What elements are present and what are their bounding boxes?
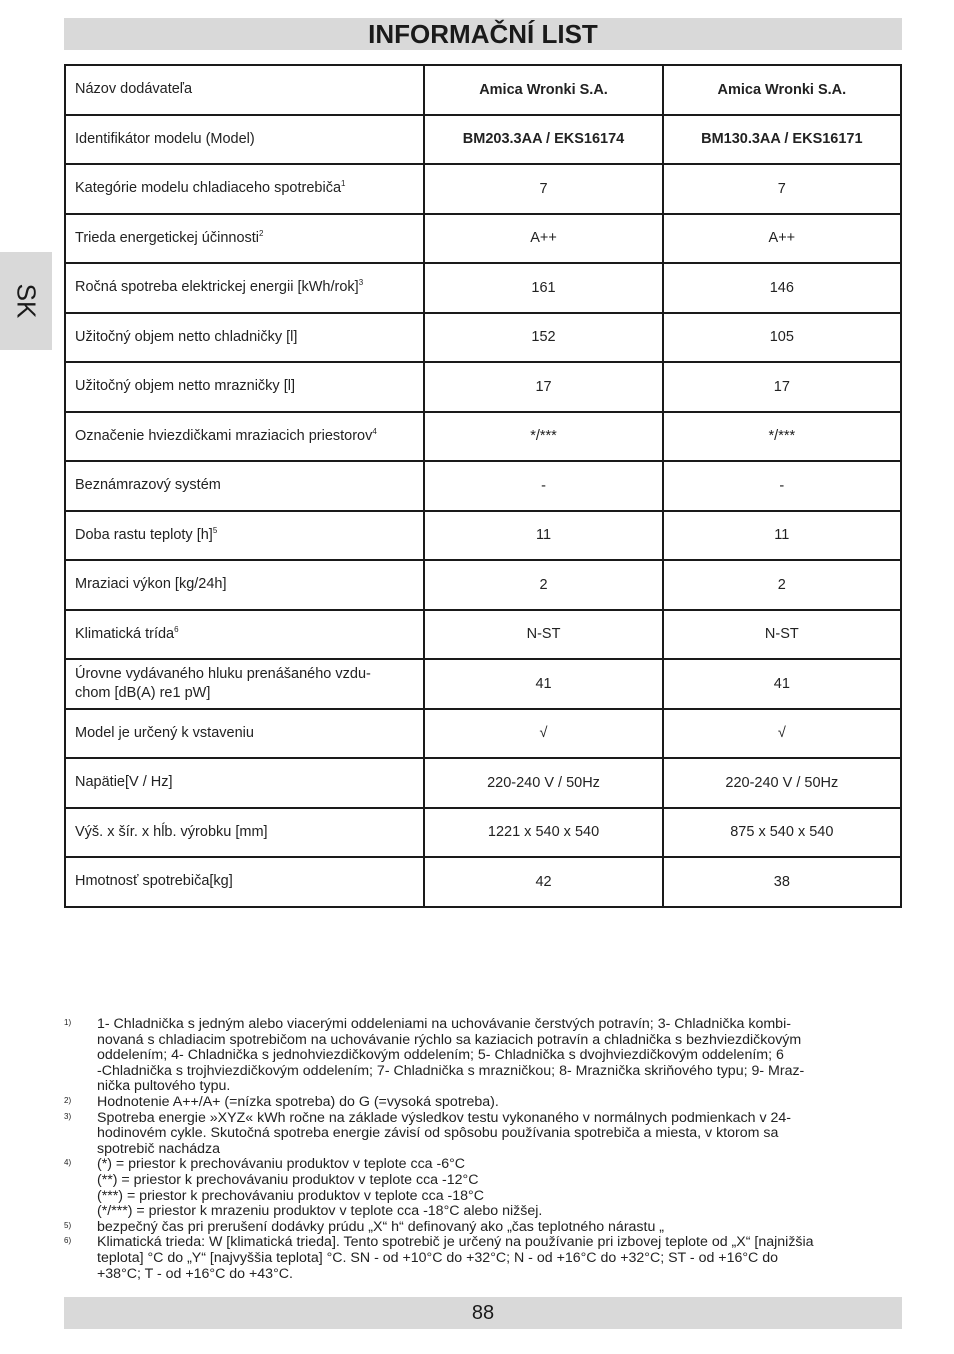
table-row (65, 560, 901, 610)
footnote-ref: 4 (372, 426, 377, 436)
footnote-line: nička pultového typu. (97, 1078, 231, 1095)
table-row (65, 461, 901, 511)
footnote-line: hodinovém cykle. Skutočná spotreba energie závisí od spôsobu používania spotrebiča a miesta, v ktorom sa (97, 1125, 779, 1142)
table-row (65, 214, 901, 264)
table-row (65, 313, 901, 363)
page-footer (64, 1297, 902, 1329)
row-value-model-2: BM130.3AA / EKS16171 (663, 115, 901, 165)
row-label-text: Názov dodávateľa (75, 81, 193, 98)
row-label (65, 115, 424, 165)
footnote-ref: 2 (259, 228, 264, 238)
footnote-line: +38°C; T - od +16°C do +43°C. (97, 1265, 293, 1282)
language-tab (0, 252, 52, 350)
row-label (65, 857, 424, 907)
footnote-line: bezpečný čas pri prerušení dodávky prúdu „X“ h“ definovaný ako „čas teplotného nárastu „ (97, 1218, 665, 1235)
footnote (64, 1235, 902, 1282)
row-label (65, 560, 424, 610)
row-label (65, 362, 424, 412)
row-label-text: Ročná spotreba elektrickej energii [kWh/rok] (75, 279, 359, 296)
footnote-line: 1- Chladnička s jedným alebo viacerými oddeleniami na uchovávanie čerstvých potravín; 3- Chladnička kombi- (97, 1016, 791, 1032)
footnote-number: 6) (64, 1236, 72, 1246)
row-label-text: Výš. x šír. x hĺb. výrobku [mm] (75, 823, 268, 840)
row-value-model-1: Amica Wronki S.A. (424, 65, 662, 115)
row-label-text: Úrovne vydávaného hluku prenášaného vzdu- chom [dB(A) re1 pW] (75, 665, 371, 701)
row-value-model-1: 152 (424, 313, 662, 363)
row-label (65, 461, 424, 511)
row-value-model-2: 11 (663, 511, 901, 561)
row-label-text: Beznámrazový systém (75, 477, 221, 494)
row-value-model-1: BM203.3AA / EKS16174 (424, 115, 662, 165)
row-label (65, 412, 424, 462)
row-value-model-2: - (663, 461, 901, 511)
footnote-line: (**) = priestor k prechovávaniu produktov v teplote cca -12°C (97, 1171, 479, 1188)
row-label (65, 164, 424, 214)
row-value-model-2: 41 (663, 659, 901, 709)
row-value-model-2: 7 (663, 164, 901, 214)
footnote-number: 1) (64, 1018, 72, 1027)
row-label (65, 659, 424, 709)
footnote-line: Klimatická trieda: W [klimatická trieda]. Tento spotrebič je určený na používanie pri izbovej teplote od „X“ [najnižšia (97, 1234, 814, 1251)
row-label-text: Klimatická trída (75, 625, 175, 642)
row-value-model-1: 161 (424, 263, 662, 313)
footnote-line: (***) = priestor k prechovávaniu produktov v teplote cca -18°C (97, 1187, 484, 1204)
row-value-model-1: N-ST (424, 610, 662, 660)
row-label-text: Model je určený k vstaveniu (75, 724, 254, 741)
row-value-model-2: 220-240 V / 50Hz (663, 758, 901, 808)
row-value-model-1: - (424, 461, 662, 511)
row-value-model-2: 17 (663, 362, 901, 412)
table-row (65, 758, 901, 808)
footnote (64, 1017, 902, 1095)
row-value-model-2: A++ (663, 214, 901, 264)
row-value-model-2: 38 (663, 857, 901, 907)
row-label (65, 808, 424, 858)
table-row (65, 362, 901, 412)
table-row (65, 709, 901, 759)
title-bar (64, 18, 902, 50)
row-value-model-1: √ (424, 709, 662, 759)
footnote-number: 3) (64, 1111, 72, 1121)
row-label (65, 214, 424, 264)
row-value-model-1: 41 (424, 659, 662, 709)
row-label-text: Hmotnosť spotrebiča[kg] (75, 873, 233, 890)
table-row (65, 511, 901, 561)
table-row (65, 610, 901, 660)
row-label-text: Trieda energetickej účinnosti (75, 229, 260, 246)
row-value-model-1: */*** (424, 412, 662, 462)
language-tab-label: SK (11, 283, 42, 319)
footnote-line: spotrebič nachádza (97, 1140, 221, 1157)
footnote-line: (*) = priestor k prechovávaniu produktov v teplote cca -6°C (97, 1156, 466, 1173)
row-value-model-2: Amica Wronki S.A. (663, 65, 901, 115)
row-label-text: Kategórie modelu chladiaceho spotrebiča (75, 180, 342, 197)
row-value-model-1: 42 (424, 857, 662, 907)
row-label (65, 709, 424, 759)
footnote-ref: 3 (358, 278, 364, 288)
table-row (65, 857, 901, 907)
footnote-ref: 1 (341, 179, 346, 189)
footnote-line: -Chladnička s trojhviezdičkovým oddelením; 7- Chladnička s mrazničkou; 8- Mraznička skriňového typu; 9- Mraz- (97, 1062, 805, 1079)
footnote-line: oddelením; 4- Chladnička s jednohviezdičkovým oddelením; 5- Chladnička s dvojhviezdičkovým oddelením; 6 (97, 1047, 784, 1064)
footnote-number: 5) (64, 1220, 72, 1230)
row-label (65, 758, 424, 808)
row-value-model-2: 2 (663, 560, 901, 610)
row-value-model-1: 220-240 V / 50Hz (424, 758, 662, 808)
row-value-model-2: N-ST (663, 610, 901, 660)
footnote-number: 2) (64, 1095, 72, 1105)
table-row (65, 412, 901, 462)
row-label-text: Užitočný objem netto mrazničky [l] (75, 378, 295, 395)
row-value-model-2: √ (663, 709, 901, 759)
row-value-model-1: 7 (424, 164, 662, 214)
information-table (64, 64, 902, 908)
footnote-line: Spotreba energie »XYZ« kWh ročne na základe výsledkov testu vykonaného v normálnych podmienkach v 24- (97, 1109, 791, 1126)
row-label (65, 263, 424, 313)
footnote-line: (*/***) = priestor k mrazeniu produktov v teplote cca -18°C alebo nižšej. (97, 1203, 543, 1220)
footnotes (64, 1017, 902, 1282)
row-value-model-2: 146 (663, 263, 901, 313)
page-title: INFORMAČNÍ LIST (368, 19, 598, 49)
row-value-model-1: 1221 x 540 x 540 (424, 808, 662, 858)
row-value-model-1: 11 (424, 511, 662, 561)
row-label-text: Mraziaci výkon [kg/24h] (75, 576, 227, 593)
page-number: 88 (471, 1302, 495, 1324)
row-value-model-2: */*** (663, 412, 901, 462)
row-label-text: Napätie[V / Hz] (75, 774, 173, 791)
footnote-ref: 5 (212, 525, 218, 535)
row-label (65, 313, 424, 363)
row-value-model-1: 17 (424, 362, 662, 412)
row-label-text: Užitočný objem netto chladničky [l] (75, 328, 298, 345)
footnote-number: 4) (64, 1158, 72, 1168)
footnote-line: Hodnotenie A++/A+ (=nízka spotreba) do G (=vysoká spotreba). (97, 1093, 499, 1110)
row-label-text: Označenie hviezdičkami mraziacich priestorov (75, 427, 373, 444)
table-row (65, 659, 901, 709)
footnote (64, 1157, 902, 1219)
row-value-model-1: 2 (424, 560, 662, 610)
footnote (64, 1220, 902, 1236)
table-row (65, 263, 901, 313)
row-label (65, 610, 424, 660)
table-row (65, 808, 901, 858)
row-label-text: Doba rastu teploty [h] (75, 526, 213, 543)
table-row (65, 115, 901, 165)
row-label (65, 65, 424, 115)
footnote-line: teplota] °C do „Y“ [najvyššia teplota] °C. SN - od +10°C do +32°C; N - od +16°C do +32°C; ST - od +16°C do (97, 1249, 778, 1266)
table-row (65, 164, 901, 214)
row-label (65, 511, 424, 561)
footnote (64, 1095, 902, 1111)
row-value-model-1: A++ (424, 214, 662, 264)
footnote-ref: 6 (174, 624, 179, 634)
table-row (65, 65, 901, 115)
footnote (64, 1111, 902, 1158)
footnote-line: novaná s chladiacim spotrebičom na uchovávanie rýchlo sa kaziacich potravín a chladnička s bezhviezdičkovým (97, 1031, 802, 1048)
row-label-text: Identifikátor modelu (Model) (75, 130, 255, 147)
row-value-model-2: 875 x 540 x 540 (663, 808, 901, 858)
row-value-model-2: 105 (663, 313, 901, 363)
